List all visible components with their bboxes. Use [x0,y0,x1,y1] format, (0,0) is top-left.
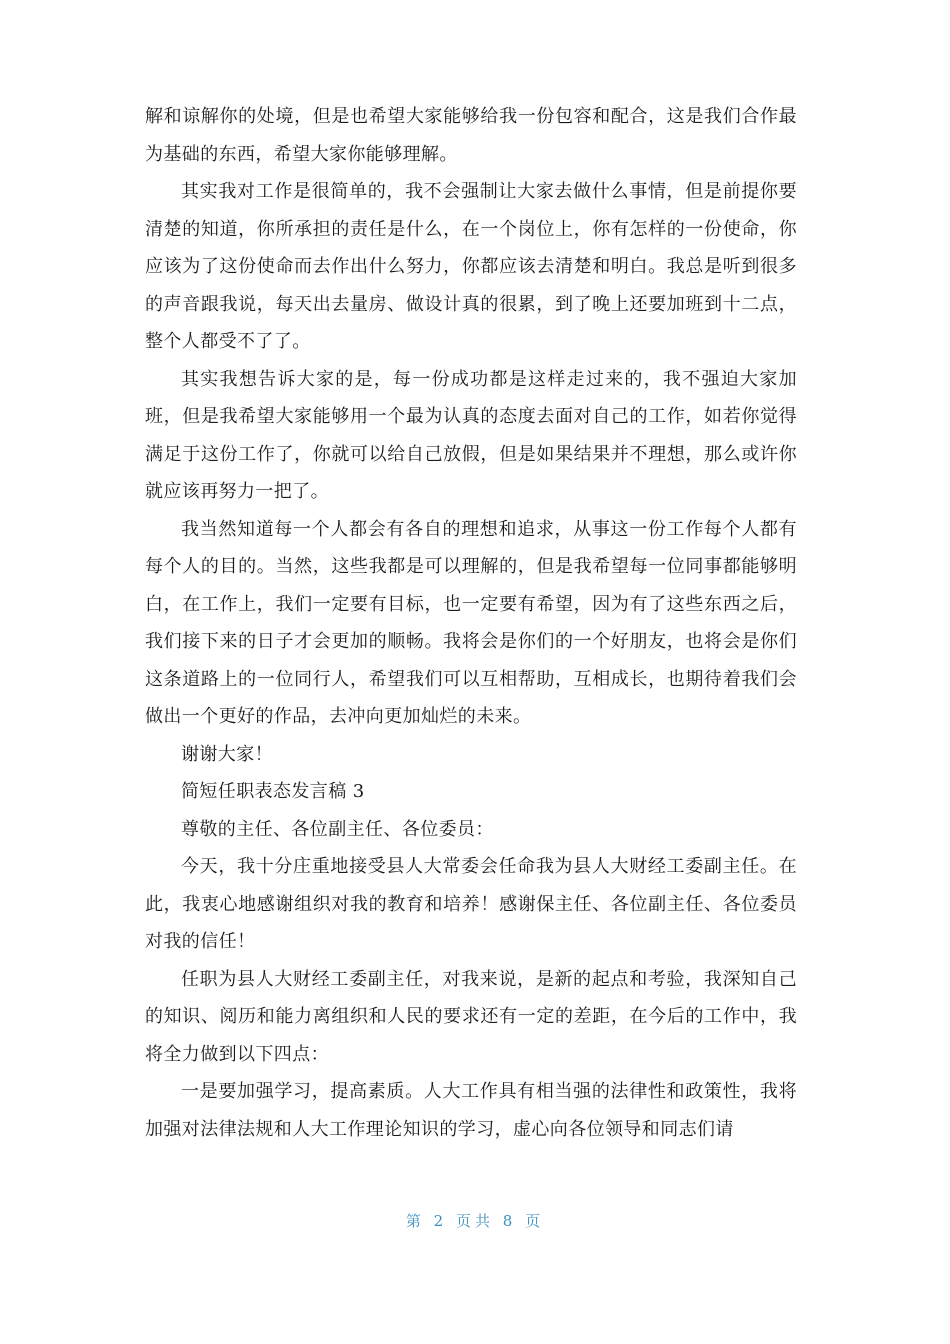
paragraph-4: 我当然知道每一个人都会有各自的理想和追求，从事这一份工作每个人都有每个人的目的。当然，这些我都是可以理解的，但是我希望每一位同事都能够明白，在工作上，我们一定要有目标，也一定要有希望，因为有了这些东西之后，我们接下来的日子才会更加的顺畅。我将会是你们的一个好朋友，也将会是你们这条道路上的一位同行人，希望我们可以互相帮助，互相成长，也期待着我们会做出一个更好的作品，去冲向更加灿烂的未来。 [145,518,797,727]
paragraph-5: 今天，我十分庄重地接受县人大常委会任命我为县人大财经工委副主任。在此，我衷心地感谢组织对我的教育和培养！感谢保主任、各位副主任、各位委员对我的信任！ [145,856,797,952]
paragraph-7: 一是要加强学习，提高素质。人大工作具有相当强的法律性和政策性，我将加强对法律法规和人大工作理论知识的学习，虚心向各位领导和同志们请 [145,1081,797,1140]
page-number-text: 第 2 页共 8 页 [405,1212,545,1230]
paragraph-2: 其实我对工作是很简单的，我不会强制让大家去做什么事情，但是前提你要清楚的知道，你所承担的责任是什么，在一个岗位上，你有怎样的一份使命，你应该为了这份使命而去作出什么努力，你都应该去清楚和明白。我总是听到很多的声音跟我说，每天出去量房、做设计真的很累，到了晚上还要加班到十二点，整个人都受不了了。 [145,181,797,352]
salutation: 尊敬的主任、各位副主任、各位委员： [181,818,494,840]
document-body [145,98,797,1148]
section-heading: 简短任职表态发言稿 3 [181,781,365,802]
paragraph-1: 解和谅解你的处境，但是也希望大家能够给我一份包容和配合，这是我们合作最为基础的东西，希望大家你能够理解。 [145,106,797,165]
page-number-footer [0,1210,950,1231]
paragraph-3: 其实我想告诉大家的是，每一份成功都是这样走过来的，我不强迫大家加班，但是我希望大家能够用一个最为认真的态度去面对自己的工作，如若你觉得满足于这份工作了，你就可以给自己放假，但是如果结果并不理想，那么或许你就应该再努力一把了。 [145,368,797,502]
paragraph-thanks: 谢谢大家！ [181,743,273,765]
paragraph-6: 任职为县人大财经工委副主任，对我来说，是新的起点和考验，我深知自己的知识、阅历和能力离组织和人民的要求还有一定的差距，在今后的工作中，我将全力做到以下四点： [145,968,797,1065]
